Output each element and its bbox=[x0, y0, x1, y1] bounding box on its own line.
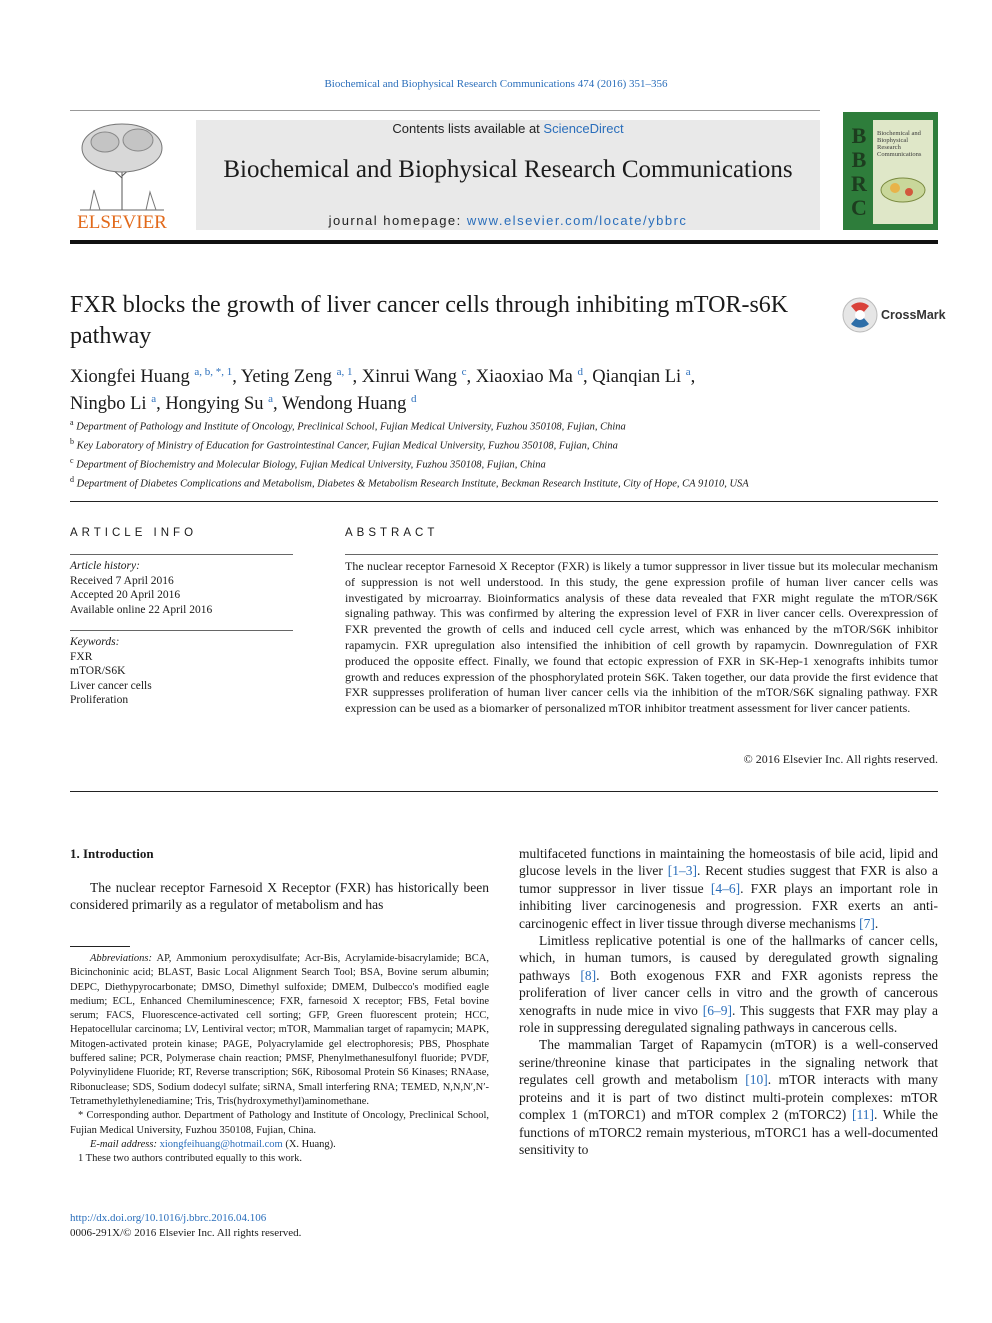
article-title: FXR blocks the growth of liver cancer cells through inhibiting mTOR-s6K pathway bbox=[70, 292, 789, 349]
cover-title: Biochemical and Biophysical Research Communications bbox=[877, 130, 922, 158]
issn-line: 0006-291X/© 2016 Elsevier Inc. All rights reserved. bbox=[70, 1227, 302, 1239]
abstract-rule bbox=[345, 554, 938, 555]
author[interactable]: Xiaoxiao Ma $^d$ bbox=[475, 366, 584, 388]
keywords-label: Keywords: bbox=[70, 636, 120, 648]
keyword: Liver cancer cells bbox=[70, 679, 152, 692]
crossmark-badge[interactable] bbox=[841, 295, 946, 335]
citation-link[interactable]: [7] bbox=[859, 915, 875, 931]
abstract-divider bbox=[70, 791, 938, 792]
elsevier-wordmark: ELSEVIER bbox=[77, 212, 167, 233]
intro-paragraph: Limitless replicative potential is one of the hallmarks of cancer cells, which, in human tumors, is caused by deregulated growth signaling pathways [8]. Both exogenous FXR and FXR agonists repress the proliferation of liver cancer cells in vitro and the growth of cancerous xenografts in nude mice in vivo [6–9]. This suggests that FXR may play a role in suppressing deregulated signaling pathways in cancerous cells. bbox=[519, 933, 938, 1036]
doi-link[interactable]: http://dx.doi.org/10.1016/j.bbrc.2016.04.106 bbox=[70, 1212, 267, 1224]
affiliation: $^d$ Department of Diabetes Complications and Metabolism, Diabetes & Metabolism Research Institute, Beckman Research Institute, City of Hope, CA 91010, USA bbox=[70, 475, 749, 490]
intro-paragraph: multifaceted functions in maintaining the homeostasis of bile acid, lipid and glucose levels in the liver [1–3]. Recent studies suggest that FXR is also a tumor suppressor in liver tissue [4–6]. FXR plays an important role in inhibiting liver carcinogenesis and progression. FXR exerts an anti-carcinogenic effect in liver tissue through diverse mechanisms [7]. bbox=[519, 846, 939, 931]
abstract-copyright: © 2016 Elsevier Inc. All rights reserved. bbox=[743, 752, 938, 766]
author-list: Xiongfei Huang $^{a, b, *, 1}$, Yeting Zeng $^{a, 1}$, Xinrui Wang $^c$, Xiaoxiao Ma $^d$, Qianqian Li $^a$, Ningbo Li $^a$, Hongying Su $^a$, Wendong Huang $^d$ bbox=[70, 366, 696, 415]
intro-right-column bbox=[519, 845, 938, 1158]
corresponding-footnote: * Corresponding author. Department of Pathology and Institute of Oncology, Preclinical School, Fujian Medical University, Fuzhou 350108, Fujian, China. bbox=[70, 1110, 489, 1136]
abstract-text: The nuclear receptor Farnesoid X Receptor (FXR) is likely a tumor suppressor in liver tissue but its molecular mechanism of suppression is not well understood. In this study, the gene expression profile of human liver cancer cells was investigated by microarray. Bioinformatics analysis of these data revealed that FXR might regulate the mTOR/S6K signaling pathway. This was confirmed by altering the expression level of FXR in liver cancer cells. Overexpression of FXR prevented the growth of cells and induced cell cycle arrest, which was enhanced by the mTOR/S6K inhibitor rapamycin. FXR upregulation also intensified the inhibition of cell growth by rapamycin. Downregulation of FXR produced the opposite effect. Finally, we found that ectopic expression of FXR in SK-Hep-1 xenografts inhibits tumor growth and reduces expression of the phosphorylated protein S6K. Taken together, our data provide the first evidence that FXR suppresses proliferation of human liver cancer cells via the inhibition of the mTOR/S6K signaling pathway. FXR expression can be used as a biomarker of personalized mTOR inhibitor treatment assessment for liver cancer patients. bbox=[345, 559, 938, 716]
keyword: FXR bbox=[70, 650, 93, 663]
elsevier-logo[interactable] bbox=[70, 118, 174, 236]
citation-link[interactable]: [8] bbox=[580, 967, 597, 983]
keyword: mTOR/S6K bbox=[70, 665, 126, 677]
citation-link[interactable]: [10] bbox=[745, 1072, 768, 1088]
online-date: Available online 22 April 2016 bbox=[70, 603, 213, 616]
journal-reference[interactable]: Biochemical and Biophysical Research Communications 474 (2016) 351–356 bbox=[324, 78, 668, 90]
citation-link[interactable]: [6–9] bbox=[702, 1002, 732, 1018]
received-date: Received 7 April 2016 bbox=[70, 574, 174, 587]
article-info-rule bbox=[70, 554, 293, 555]
cover-illustration-icon bbox=[873, 120, 933, 224]
affiliations bbox=[70, 416, 830, 492]
abstract-heading: ABSTRACT bbox=[345, 527, 439, 539]
footnotes bbox=[70, 952, 489, 1166]
intro-left-paragraph: The nuclear receptor Farnesoid X Receptor (FXR) has historically been considered primarily as a regulator of metabolism and has bbox=[70, 880, 489, 913]
journal-homepage bbox=[196, 213, 820, 228]
citation-link[interactable]: [1–3] bbox=[667, 863, 698, 879]
cover-letters: B B R C bbox=[851, 123, 867, 220]
footnote-rule bbox=[70, 946, 130, 947]
section-heading: 1. Introduction bbox=[70, 846, 154, 861]
affiliation-divider bbox=[70, 501, 938, 502]
article-info-heading: ARTICLE INFO bbox=[70, 527, 198, 539]
journal-title: Biochemical and Biophysical Research Communications bbox=[223, 156, 793, 183]
keywords-rule bbox=[70, 630, 293, 631]
contents-line bbox=[196, 121, 820, 136]
header-divider bbox=[70, 110, 820, 111]
cover-panel bbox=[873, 120, 933, 224]
author[interactable]: Xiongfei Huang $^{a, b, *, 1}$ bbox=[70, 366, 233, 388]
keywords bbox=[70, 635, 293, 708]
header-thick-rule bbox=[70, 240, 938, 244]
homepage-link[interactable]: www.elsevier.com/locate/ybbrc bbox=[466, 213, 688, 228]
intro-paragraph: The mammalian Target of Rapamycin (mTOR) is a well-conserved serine/threonine kinase that participates in the signaling network that regulates cell growth and metabolism [10]. mTOR interacts with many proteins and it is part of two distinct multi-protein complexes: mTOR complex 1 (mTORC1) and mTOR complex 2 (mTORC2) [11]. While the functions of mTORC2 remain mysterious, mTORC1 has a well-documented sensitivity to bbox=[519, 1037, 938, 1157]
affiliation: $^a$ Department of Pathology and Institute of Oncology, Preclinical School, Fujian Medical University, Fuzhou 350108, Fujian, China bbox=[70, 418, 626, 433]
crossmark-icon bbox=[841, 295, 879, 335]
keyword: Proliferation bbox=[70, 694, 129, 706]
affiliation: $^c$ Department of Biochemistry and Molecular Biology, Fujian Medical University, Fuzhou 350108, Fujian, China bbox=[70, 456, 546, 471]
abbreviations-footnote: Abbreviations: AP, Ammonium peroxydisulfate; Acr-Bis, Acrylamide-bisacrylamide; BCA, Bicinchoninic acid; BLAST, Basic Local Alignment Search Tool; BSA, Bovine serum albumin; DEPC, Diethypyrocarbonate; DMSO, Dimethyl sulfoxide; DMEM, Dulbecco's modified eagle medium; ECL, Enhanced Chemiluminescence; FXR, farnesoid X receptor; FBS, Fetal bovine serum; FACS, Fluorescence-activated cell sorting; GFP, Green fluorescent protein; HCC, Hepatocellular carcinoma; LV, Lentiviral vector; mTOR, Mammalian target of rapamycin; MAPK, Mitogen-activated protein kinase; PAGE, Polyacrylamide gel electrophoresis; PBS, Phosphate buffered saline; PCR, Polymerase chain reaction; PMSF, Phenylmethanesulfonyl fluoride; PVDF, Polyvinylidene Fluoride; RT, Reverse transcription; S6K, Ribosomal Protein S6 Kinases; RNAase, Ribonuclease; SDS, Sodium dodecyl sulfate; siRNA, Small interfering RNA; TEMED, N,N,N′,N′-Tetramethylethylenediamine; Tris, Tris(hydroxymethyl)aminomethane. bbox=[70, 953, 489, 1107]
elsevier-tree-icon bbox=[70, 118, 174, 214]
homepage-prefix: journal homepage: bbox=[328, 213, 467, 228]
article-history bbox=[70, 559, 293, 617]
accepted-date: Accepted 20 April 2016 bbox=[70, 589, 181, 601]
author[interactable]: Xinrui Wang $^c$ bbox=[361, 366, 467, 388]
author[interactable]: Wendong Huang $^d$ bbox=[281, 393, 417, 415]
author[interactable]: Ningbo Li $^a$ bbox=[70, 393, 157, 415]
email-link[interactable]: xiongfeihuang@hotmail.com bbox=[159, 1138, 283, 1150]
email-footnote: E-mail address: xiongfeihuang@hotmail.com (X. Huang). bbox=[90, 1138, 336, 1150]
history-label: Article history: bbox=[70, 560, 140, 572]
contents-prefix: Contents lists available at bbox=[392, 121, 544, 136]
crossmark-label: CrossMark bbox=[881, 308, 946, 322]
equal-contribution-footnote: 1 These two authors contributed equally to this work. bbox=[78, 1153, 303, 1165]
sciencedirect-link[interactable]: ScienceDirect bbox=[543, 121, 624, 136]
author[interactable]: Qianqian Li $^a$ bbox=[592, 366, 691, 388]
author[interactable]: Hongying Su $^a$ bbox=[165, 393, 274, 415]
citation-link[interactable]: [11] bbox=[851, 1107, 874, 1123]
affiliation: $^b$ Key Laboratory of Ministry of Education for Gastrointestinal Cancer, Fujian Medical University, Fuzhou 350108, Fujian, China bbox=[70, 437, 618, 452]
citation-link[interactable]: [4–6] bbox=[710, 880, 741, 896]
author[interactable]: Yeting Zeng $^{a, 1}$ bbox=[240, 366, 353, 388]
journal-cover[interactable] bbox=[843, 112, 938, 230]
